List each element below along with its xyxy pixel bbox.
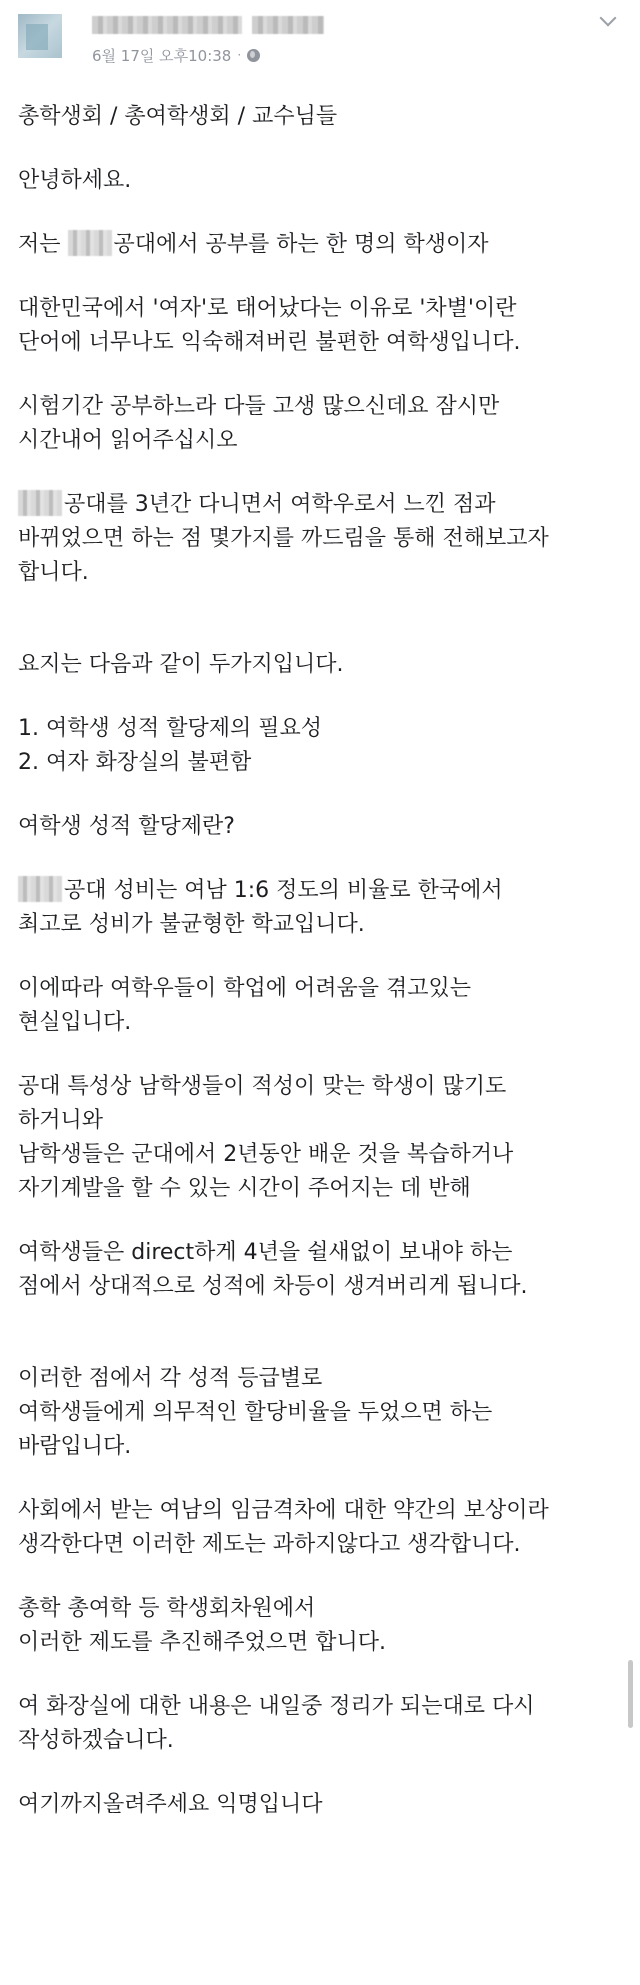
post-text: 여기까지올려주세요 익명입니다 — [18, 1792, 323, 1817]
post-text: 최고로 성비가 불균형한 학교입니다. — [18, 912, 365, 937]
post-text-line — [18, 1430, 608, 1464]
post-paragraph — [18, 712, 608, 780]
post-text-line — [18, 1236, 608, 1270]
post-text-line — [18, 1362, 608, 1396]
post-text: 여학생들에게 의무적인 할당비율을 두었으면 하는 — [18, 1400, 493, 1425]
post-meta — [92, 46, 260, 64]
post-text-line — [18, 1138, 608, 1172]
post-text: 생각한다면 이러한 제도는 과하지않다고 생각합니다. — [18, 1532, 521, 1557]
post-text: 이러한 점에서 각 성적 등급별로 — [18, 1366, 323, 1391]
post-text-line — [18, 1172, 608, 1206]
post-text: 이러한 제도를 추진해주었으면 합니다. — [18, 1630, 387, 1655]
post-text-line — [18, 1270, 608, 1304]
chevron-down-icon[interactable] — [600, 10, 617, 27]
post-text: 단어에 너무나도 익숙해져버린 불편한 여학생입니다. — [18, 330, 521, 355]
post-text-line — [18, 522, 608, 556]
post-timestamp[interactable]: 6월 17일 오후10:38 — [92, 46, 232, 65]
post-text: 공대 성비는 여남 1:6 정도의 비율로 한국에서 — [64, 878, 503, 903]
post-text-line — [18, 390, 608, 424]
post-text: 하거니와 — [18, 1108, 104, 1133]
post-text-line — [18, 648, 608, 682]
post-text-line — [18, 326, 608, 360]
post-text-line — [18, 1592, 608, 1626]
post-paragraph — [18, 1788, 608, 1822]
post-paragraph — [18, 292, 608, 360]
post-paragraph — [18, 1592, 608, 1660]
post-text: 자기계발을 할 수 있는 시간이 주어지는 데 반해 — [18, 1176, 471, 1201]
post-text: 공대를 3년간 다니면서 여학우로서 느낀 점과 — [64, 492, 496, 517]
post-paragraph — [18, 100, 608, 134]
post-text: 시간내어 읽어주십시오 — [18, 428, 238, 453]
meta-separator: · — [237, 48, 242, 62]
post-paragraph — [18, 972, 608, 1040]
post-text-line — [18, 1690, 608, 1724]
post-text: 공대 특성상 남학생들이 적성이 맞는 학생이 많기도 — [18, 1074, 507, 1099]
post-text: 합니다. — [18, 560, 89, 585]
scrollbar-thumb[interactable] — [628, 1660, 633, 1728]
post-text-line — [18, 810, 608, 844]
post-text: 작성하겠습니다. — [18, 1728, 174, 1753]
post-text-line — [18, 1070, 608, 1104]
post-paragraph — [18, 164, 608, 198]
post-paragraph — [18, 810, 608, 844]
post-paragraph — [18, 1494, 608, 1562]
post-text-line — [18, 556, 608, 590]
post-text-line — [18, 488, 608, 522]
post-text-line — [18, 1528, 608, 1562]
post-text-line — [18, 1396, 608, 1430]
post-text-line — [18, 972, 608, 1006]
post-paragraph — [18, 390, 608, 458]
redacted-school-name — [18, 490, 62, 516]
post-text-line — [18, 746, 608, 780]
post-text: 1. 여학생 성적 할당제의 필요성 — [18, 716, 322, 741]
globe-icon — [247, 49, 260, 62]
post-paragraph — [18, 228, 608, 262]
post-text-prefix: 저는 — [18, 232, 68, 257]
post-text-line — [18, 1494, 608, 1528]
post-text: 여학생들은 direct하게 4년을 쉴새없이 보내야 하는 — [18, 1240, 513, 1265]
post-paragraph — [18, 1236, 608, 1304]
post-text: 대한민국에서 '여자'로 태어났다는 이유로 '차별'이란 — [18, 296, 517, 321]
author-name-redacted-2[interactable] — [252, 16, 324, 34]
post-text: 총학생회 / 총여학생회 / 교수님들 — [18, 104, 338, 129]
post-paragraph — [18, 1690, 608, 1758]
post-text-line — [18, 1788, 608, 1822]
post-paragraph — [18, 1362, 608, 1464]
post-text-line — [18, 1104, 608, 1138]
post-text-line — [18, 908, 608, 942]
post-text: 바람입니다. — [18, 1434, 132, 1459]
post-text: 공대에서 공부를 하는 한 명의 학생이자 — [113, 232, 489, 257]
post-text: 요지는 다음과 같이 두가지입니다. — [18, 652, 344, 677]
avatar[interactable] — [18, 14, 62, 58]
post-paragraph — [18, 648, 608, 682]
redacted-school-name — [68, 230, 112, 256]
post-text-line — [18, 100, 608, 134]
post-text: 여 화장실에 대한 내용은 내일중 정리가 되는대로 다시 — [18, 1694, 535, 1719]
post-text: 이에따라 여학우들이 학업에 어려움을 겪고있는 — [18, 976, 472, 1001]
post-text-line — [18, 164, 608, 198]
post-paragraph — [18, 874, 608, 942]
post-text: 총학 총여학 등 학생회차원에서 — [18, 1596, 316, 1621]
post-text: 안녕하세요. — [18, 168, 132, 193]
post-text-line — [18, 1006, 608, 1040]
post-text: 점에서 상대적으로 성적에 차등이 생겨버리게 됩니다. — [18, 1274, 528, 1299]
post-text-line — [18, 1724, 608, 1758]
post-text-line — [18, 874, 608, 908]
post-paragraph — [18, 1070, 608, 1206]
redacted-school-name — [18, 876, 62, 902]
post-text-line — [18, 1626, 608, 1660]
post-header — [0, 0, 640, 80]
post-text: 바뀌었으면 하는 점 몇가지를 까드림을 통해 전해보고자 — [18, 526, 549, 551]
post-text-line — [18, 712, 608, 746]
post-text-line — [18, 228, 608, 262]
post-text: 사회에서 받는 여남의 임금격차에 대한 약간의 보상이라 — [18, 1498, 549, 1523]
post-text: 2. 여자 화장실의 불편함 — [18, 750, 252, 775]
post-text-line — [18, 292, 608, 326]
post-text: 시험기간 공부하느라 다들 고생 많으신데요 잠시만 — [18, 394, 500, 419]
author-name-redacted[interactable] — [92, 16, 242, 34]
post-text: 여학생 성적 할당제란? — [18, 814, 235, 839]
post-text: 현실입니다. — [18, 1010, 132, 1035]
post-body — [18, 100, 608, 1852]
post-paragraph — [18, 488, 608, 590]
post-text: 남학생들은 군대에서 2년동안 배운 것을 복습하거나 — [18, 1142, 514, 1167]
post-text-line — [18, 424, 608, 458]
